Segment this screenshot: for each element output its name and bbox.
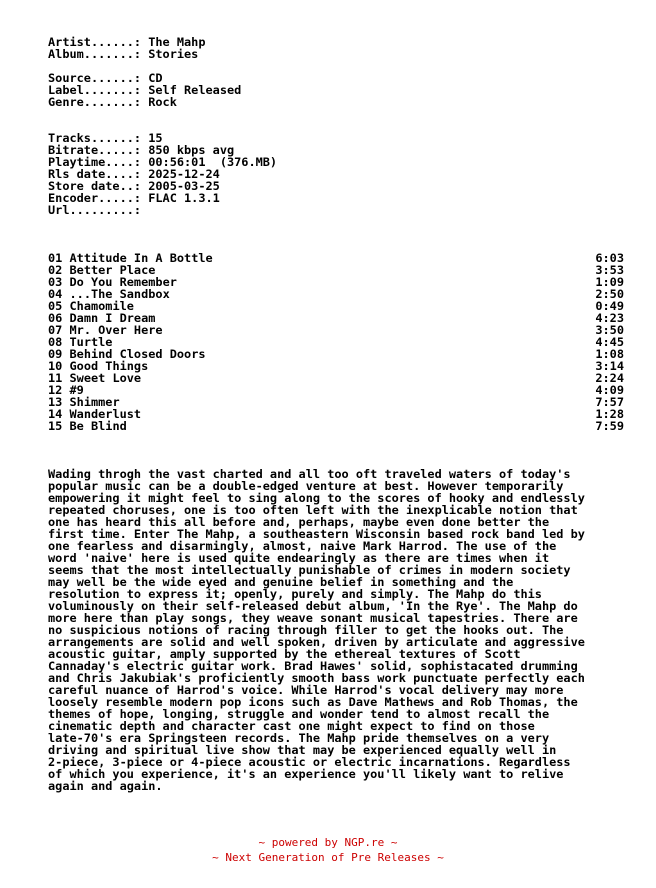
description-line: more here than play songs, they weave sonant musical tapestries. There are: [48, 611, 578, 625]
track-title: ...The Sandbox: [69, 287, 170, 301]
info-label: Album.......:: [48, 47, 149, 61]
spacer: [48, 108, 652, 120]
track-title: Shimmer: [69, 395, 120, 409]
track-duration: 1:09: [595, 275, 624, 289]
track-duration: 7:59: [595, 419, 624, 433]
track-title: Do You Remember: [69, 275, 177, 289]
track-row: [48, 420, 624, 432]
description-line: driving and spiritual live show that may be experienced equally well in: [48, 743, 557, 757]
track-duration: 3:50: [595, 323, 624, 337]
track-title: Attitude In A Bottle: [69, 251, 213, 265]
info-label: Rls date....:: [48, 167, 149, 181]
track-duration: 1:08: [595, 347, 624, 361]
track-duration: 4:45: [595, 335, 624, 349]
release-info-block: [48, 36, 652, 216]
description-line: cinematic depth and character cast one might expect to find on those: [48, 719, 535, 733]
info-value: 2025-12-24: [148, 167, 220, 181]
track-number: 06: [48, 311, 63, 325]
info-value: 15: [148, 131, 163, 145]
info-label: Source......:: [48, 71, 149, 85]
track-row: [48, 372, 624, 384]
track-number: 14: [48, 407, 63, 421]
info-genre: [48, 96, 652, 108]
description-line: and Chris Jakubiak's proficiently smooth bass work punctuate perfectly each: [48, 671, 585, 685]
description-line: of which you experience, it's an experience you'll likely want to relive: [48, 767, 564, 781]
spacer: [48, 228, 652, 240]
track-number: 09: [48, 347, 63, 361]
track-number: 03: [48, 275, 63, 289]
description-line: voluminously on their self-released debut album, 'In the Rye'. The Mahp do: [48, 599, 578, 613]
track-number: 01: [48, 251, 63, 265]
track-title: #9: [69, 383, 84, 397]
info-label: Bitrate.....:: [48, 143, 149, 157]
track-number: 02: [48, 263, 63, 277]
description-line: one has heard this all before and, perhaps, maybe even done better the: [48, 515, 550, 529]
description-line: no suspicious notions of racing through filler to get the hooks out. The: [48, 623, 564, 637]
track-title: Sweet Love: [69, 371, 142, 385]
track-title: Mr. Over Here: [69, 323, 163, 337]
track-title: Better Place: [69, 263, 156, 277]
info-value: FLAC 1.3.1: [148, 191, 220, 205]
info-value: 850 kbps avg: [148, 143, 235, 157]
track-number: 13: [48, 395, 63, 409]
info-label: Artist......:: [48, 35, 149, 49]
info-label: Label.......:: [48, 83, 149, 97]
description-line: Wading throgh the vast charted and all too oft traveled waters of today's: [48, 467, 571, 481]
track-duration: 3:14: [595, 359, 624, 373]
info-label: Playtime....:: [48, 155, 149, 169]
description-line: popular music can be a double-edged venture at best. However temporarily: [48, 479, 564, 493]
track-row: [48, 384, 624, 396]
footer-tagline: ~ Next Generation of Pre Releases ~: [212, 851, 444, 864]
track-row: [48, 408, 624, 420]
description-line: first time. Enter The Mahp, a southeastern Wisconsin based rock band led by: [48, 527, 585, 541]
track-duration: 1:28: [595, 407, 624, 421]
info-value: Stories: [148, 47, 199, 61]
info-label: Genre.......:: [48, 95, 149, 109]
description-line: arrangements are solid and well spoken, driven by articulate and aggressive: [48, 635, 585, 649]
nfo-document: [48, 36, 652, 792]
info-label: Store date..:: [48, 179, 149, 193]
info-label: Tracks......:: [48, 131, 149, 145]
description-line: careful nuance of Harrod's voice. While Harrod's vocal delivery may more: [48, 683, 564, 697]
tracklist: [48, 252, 652, 432]
track-number: 15: [48, 419, 63, 433]
track-duration: 7:57: [595, 395, 624, 409]
track-title: Damn I Dream: [69, 311, 156, 325]
track-title: Behind Closed Doors: [69, 347, 206, 361]
spacer: [48, 432, 652, 444]
description-line: loosely resemble modern pop icons such as Dave Mathews and Rob Thomas, the: [48, 695, 578, 709]
description-line: themes of hope, longing, struggle and wonder tend to almost recall the: [48, 707, 550, 721]
spacer: [48, 444, 652, 456]
track-number: 07: [48, 323, 63, 337]
info-value: The Mahp: [148, 35, 206, 49]
album-description: [48, 468, 652, 792]
info-label: Encoder.....:: [48, 191, 149, 205]
info-value: 2005-03-25: [148, 179, 220, 193]
info-value: Self Released: [148, 83, 242, 97]
info-url: [48, 204, 652, 216]
track-number: 12: [48, 383, 63, 397]
spacer: [48, 216, 652, 228]
description-line: seems that the most intellectually punishable of crimes in modern society: [48, 563, 571, 577]
track-duration: 0:49: [595, 299, 624, 313]
description-line: late-70's era Springsteen records. The Mahp pride themselves on a very: [48, 731, 550, 745]
info-label: Url.........:: [48, 203, 149, 217]
track-number: 04: [48, 287, 63, 301]
track-row: [48, 288, 624, 300]
track-duration: 2:24: [595, 371, 624, 385]
info-value: 00:56:01 (376.MB): [148, 155, 278, 169]
track-number: 08: [48, 335, 63, 349]
track-title: Be Blind: [69, 419, 127, 433]
track-duration: 3:53: [595, 263, 624, 277]
info-value: Rock: [148, 95, 177, 109]
track-duration: 4:09: [595, 383, 624, 397]
description-line: again and again.: [48, 779, 163, 793]
description-line: one fearless and disarmingly, almost, naive Mark Harrod. The use of the: [48, 539, 557, 553]
track-title: Good Things: [69, 359, 149, 373]
description-line: empowering it might feel to sing along to the scores of hooky and endlessly: [48, 491, 585, 505]
track-title: Wanderlust: [69, 407, 142, 421]
description-line: word 'naive' here is used quite endearingly as there are times when it: [48, 551, 550, 565]
description-line: resolution to express it; openly, purely and simply. The Mahp do this: [48, 587, 542, 601]
description-line: repeated choruses, one is too often left with the inexplicable notion that: [48, 503, 578, 517]
track-duration: 2:50: [595, 287, 624, 301]
track-number: 11: [48, 371, 63, 385]
description-line: acoustic guitar, amply supported by the ethereal textures of Scott: [48, 647, 521, 661]
info-album: [48, 48, 652, 60]
description-line: Cannaday's electric guitar work. Brad Hawes' solid, sophistacated drumming: [48, 659, 578, 673]
track-number: 10: [48, 359, 63, 373]
footer-powered-by: ~ powered by NGP.re ~: [258, 836, 398, 849]
track-title: Turtle: [69, 335, 113, 349]
track-duration: 6:03: [595, 251, 624, 265]
track-duration: 4:23: [595, 311, 624, 325]
description-line: 2-piece, 3-piece or 4-piece acoustic or electric incarnations. Regardless: [48, 755, 571, 769]
description-line: may well be the wide eyed and genuine belief in something and the: [48, 575, 514, 589]
track-row: [48, 324, 624, 336]
info-value: CD: [148, 71, 163, 85]
track-number: 05: [48, 299, 63, 313]
track-title: Chamomile: [69, 299, 134, 313]
